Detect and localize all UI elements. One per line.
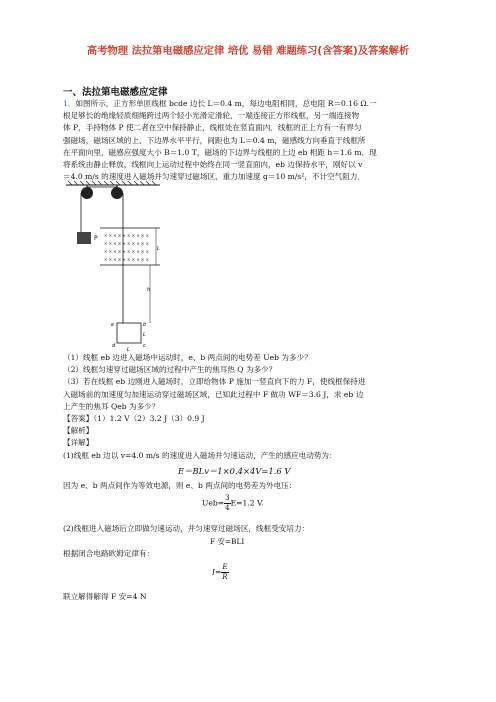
question-3-line-3: 上产生的焦耳 Qeb 为多少？ bbox=[63, 401, 160, 411]
question-3-line-2: 入磁场前的加速度匀加速运动穿过磁场区域，已知此过程中 F 做功 WF＝3.6 J，求 eb 边 bbox=[63, 389, 364, 399]
svg-text:× × × × × × × × × ×: × × × × × × × × × × bbox=[104, 241, 149, 246]
answer-line: 【答案】（1）1.2 V（2）3.2 J（3）0.9 J bbox=[63, 414, 205, 424]
problem-line-4: 强磁场，磁场区域的上、下边界水平平行，间距也为 L＝0.4 m，磁感线方向垂直于线框所 bbox=[63, 135, 366, 145]
svg-text:e: e bbox=[111, 322, 115, 328]
solution-step-1: (1)线框 eb 边以 v=4.0 m/s 的速度进入磁场并匀速运动，产生的感应电动势为： bbox=[63, 450, 337, 460]
svg-text:b: b bbox=[143, 322, 147, 328]
magnetic-field-crosses bbox=[104, 233, 149, 262]
document-title: 高考物理 法拉第电磁感应定律 培优 易错 难题练习(含答案)及答案解析 bbox=[86, 45, 410, 57]
svg-text:× × × × × × × × × ×: × × × × × × × × × × bbox=[104, 249, 149, 254]
solution-step-4: 根据闭合电路欧姆定律有： bbox=[63, 549, 155, 558]
equation-emf: E＝BLv＝1×0.4×4V=1.6 V bbox=[178, 466, 291, 476]
detail-label: 【详解】 bbox=[63, 438, 94, 448]
problem-line-3: 体 P，手持物体 P 使二者在空中保持静止，线框处在竖直面内．线框的正上方有一有界匀 bbox=[63, 123, 362, 133]
block-p bbox=[77, 232, 91, 244]
questions bbox=[63, 352, 431, 462]
section-heading: 一、法拉第电磁感应定律 bbox=[63, 87, 168, 98]
square-frame bbox=[117, 323, 141, 343]
question-3-line-1: （3）若在线框 eb 边刚进入磁场时，立即给物体 P 施加一竖直向下的力 F，使线框保持进 bbox=[63, 377, 366, 387]
svg-text:L: L bbox=[127, 347, 130, 353]
right-pulley bbox=[111, 187, 123, 199]
analysis-label: 【解析】 bbox=[63, 426, 94, 436]
svg-text:L: L bbox=[157, 246, 160, 252]
svg-text:× × × × × × × × × ×: × × × × × × × × × × bbox=[104, 257, 149, 262]
equation-ampere-force: F 安=BLI bbox=[210, 537, 245, 546]
solution-step-5: 联立解得解得 F 安=4 N bbox=[63, 592, 147, 601]
solution-step-2: 因为 e、b 两点间作为等效电源，则 e、b 两点间的电势差为外电压： bbox=[63, 481, 297, 490]
problem-line-6: 将系统由静止释放，线框向上运动过程中始终在同一竖直面内，eb 边保持水平，刚好以 v bbox=[63, 160, 363, 170]
problem-line-7: ＝4.0 m/s 的速度进入磁场并匀速穿过磁场区，重力加速度 g＝10 m/s²，不计空气阻力． bbox=[63, 172, 366, 182]
left-pulley bbox=[81, 187, 93, 199]
svg-text:× × × × × × × × × ×: × × × × × × × × × × bbox=[104, 233, 149, 238]
svg-text:P: P bbox=[94, 235, 98, 242]
question-1: （1）线框 eb 边进入磁场中运动时，e、b 两点间的电势差 Ueb 为多少？ bbox=[63, 353, 312, 362]
svg-text:h: h bbox=[147, 287, 151, 293]
question-2: （2）线框匀速穿过磁场区域的过程中产生的焦耳热 Q 为多少？ bbox=[63, 365, 277, 375]
problem-line-5: 在平面向里，磁感应强度大小 B＝1.0 T，磁场的下边界与线框的上边 eb 相距 h＝1.6 m．现 bbox=[63, 147, 377, 157]
equation-ueb: Ueb= $\frac{3}{4}$ E=1.2 V. bbox=[202, 494, 264, 512]
problem-number: 1． bbox=[63, 99, 76, 108]
problem-line-2: 根足够长的绝缘轻质细绳跨过两个轻小光滑定滑轮，一端连接正方形线框，另一端连接物 bbox=[63, 111, 360, 121]
equation-ohm: I= $\frac{E}{R}$ bbox=[212, 563, 228, 581]
svg-text:d: d bbox=[112, 343, 116, 349]
svg-text:L: L bbox=[143, 332, 146, 338]
problem-line-1: 1．如图所示，正方形单匝线框 bcde 边长 L＝0.4 m，每边电阻相同，总电阻 R＝0.16 Ω.一 bbox=[63, 99, 377, 108]
svg-text:c: c bbox=[143, 343, 146, 349]
solution-step-3: (2)线框进入磁场后立即做匀速运动，并匀速穿过磁场区，线框受安培力： bbox=[63, 524, 310, 533]
problem-statement bbox=[63, 98, 431, 183]
